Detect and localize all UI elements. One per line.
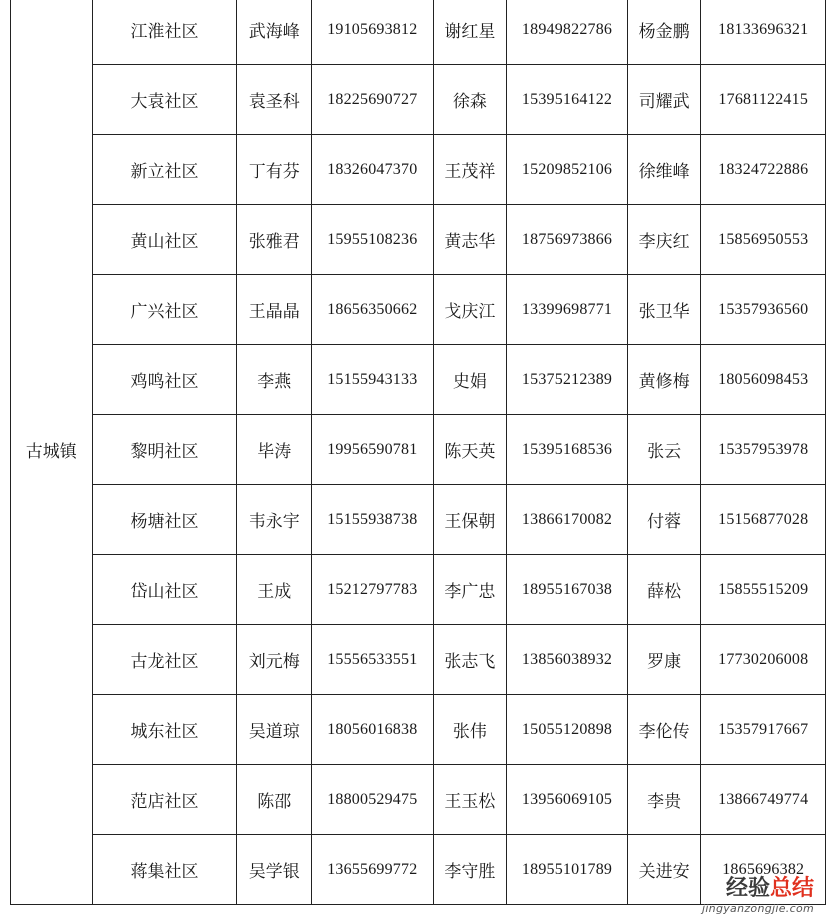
phone-3: 18056098453: [701, 345, 826, 415]
contact-name-3: 关进安: [627, 835, 701, 905]
community-name: 杨塘社区: [92, 485, 237, 555]
contact-name-1: 袁圣科: [237, 65, 312, 135]
phone-2: 18955167038: [507, 555, 628, 625]
table-row: [11, 65, 826, 135]
contact-name-2: 戈庆江: [433, 275, 507, 345]
phone-3: 15357917667: [701, 695, 826, 765]
community-name: 蒋集社区: [92, 835, 237, 905]
contact-name-2: 张伟: [433, 695, 507, 765]
table-row: [11, 0, 826, 65]
table-row: [11, 415, 826, 485]
table-body: [11, 0, 826, 905]
contact-name-2: 王茂祥: [433, 135, 507, 205]
table-row: [11, 625, 826, 695]
phone-1: 15955108236: [312, 205, 434, 275]
phone-3: 15357953978: [701, 415, 826, 485]
contact-name-3: 李庆红: [627, 205, 701, 275]
contact-name-3: 司耀武: [627, 65, 701, 135]
phone-1: 18326047370: [312, 135, 434, 205]
contact-name-1: 吴学银: [237, 835, 312, 905]
phone-3: 15357936560: [701, 275, 826, 345]
phone-3: 17681122415: [701, 65, 826, 135]
table-row: [11, 695, 826, 765]
contact-name-3: 罗康: [627, 625, 701, 695]
community-name: 大袁社区: [92, 65, 237, 135]
contact-name-1: 李燕: [237, 345, 312, 415]
community-name: 岱山社区: [92, 555, 237, 625]
contact-name-2: 徐森: [433, 65, 507, 135]
phone-3: 15856950553: [701, 205, 826, 275]
contact-name-3: 杨金鹏: [627, 0, 701, 65]
phone-1: 13655699772: [312, 835, 434, 905]
phone-2: 13866170082: [507, 485, 628, 555]
community-name: 江淮社区: [92, 0, 237, 65]
contact-name-1: 丁有芬: [237, 135, 312, 205]
phone-2: 18949822786: [507, 0, 628, 65]
contact-name-2: 黄志华: [433, 205, 507, 275]
contact-name-3: 张云: [627, 415, 701, 485]
contact-name-1: 陈邵: [237, 765, 312, 835]
phone-2: 15055120898: [507, 695, 628, 765]
phone-1: 15556533551: [312, 625, 434, 695]
community-name: 鸡鸣社区: [92, 345, 237, 415]
table-row: [11, 485, 826, 555]
table-row: [11, 275, 826, 345]
phone-2: 15209852106: [507, 135, 628, 205]
contact-name-2: 史娟: [433, 345, 507, 415]
community-name: 广兴社区: [92, 275, 237, 345]
community-name: 城东社区: [92, 695, 237, 765]
contact-name-1: 吴道琼: [237, 695, 312, 765]
contact-name-3: 张卫华: [627, 275, 701, 345]
phone-3: 15855515209: [701, 555, 826, 625]
phone-1: 18800529475: [312, 765, 434, 835]
phone-1: 19956590781: [312, 415, 434, 485]
phone-1: 19105693812: [312, 0, 434, 65]
watermark-logo: 经验总结: [725, 876, 814, 901]
table-row: [11, 555, 826, 625]
community-name: 新立社区: [92, 135, 237, 205]
contact-name-1: 王晶晶: [237, 275, 312, 345]
table-row: [11, 135, 826, 205]
phone-3: 1865696382: [701, 835, 826, 905]
table-row: [11, 765, 826, 835]
community-name: 黄山社区: [92, 205, 237, 275]
town-name: 古城镇: [11, 0, 93, 905]
phone-2: 15375212389: [507, 345, 628, 415]
contact-name-1: 王成: [237, 555, 312, 625]
phone-2: 13856038932: [507, 625, 628, 695]
contact-name-2: 陈天英: [433, 415, 507, 485]
phone-1: 18056016838: [312, 695, 434, 765]
contact-name-2: 王玉松: [433, 765, 507, 835]
phone-1: 15155943133: [312, 345, 434, 415]
phone-3: 18133696321: [701, 0, 826, 65]
community-name: 范店社区: [92, 765, 237, 835]
contact-name-2: 王保朝: [433, 485, 507, 555]
community-name: 黎明社区: [92, 415, 237, 485]
phone-2: 15395164122: [507, 65, 628, 135]
contact-name-3: 徐维峰: [627, 135, 701, 205]
phone-3: 18324722886: [701, 135, 826, 205]
contact-name-3: 李贵: [627, 765, 701, 835]
phone-1: 18656350662: [312, 275, 434, 345]
contact-name-3: 黄修梅: [627, 345, 701, 415]
phone-1: 18225690727: [312, 65, 434, 135]
contact-name-2: 李广忠: [433, 555, 507, 625]
contact-name-3: 李伦传: [627, 695, 701, 765]
phone-2: 18756973866: [507, 205, 628, 275]
phone-2: 13956069105: [507, 765, 628, 835]
contact-name-1: 武海峰: [237, 0, 312, 65]
watermark-url: jingyanzongjie.com: [701, 902, 814, 915]
phone-2: 15395168536: [507, 415, 628, 485]
phone-1: 15155938738: [312, 485, 434, 555]
phone-3: 15156877028: [701, 485, 826, 555]
contact-name-2: 张志飞: [433, 625, 507, 695]
contact-name-1: 韦永宇: [237, 485, 312, 555]
table-row: [11, 205, 826, 275]
phone-1: 15212797783: [312, 555, 434, 625]
contact-name-2: 李守胜: [433, 835, 507, 905]
phone-2: 13399698771: [507, 275, 628, 345]
contact-name-1: 刘元梅: [237, 625, 312, 695]
contact-name-1: 张雅君: [237, 205, 312, 275]
phone-2: 18955101789: [507, 835, 628, 905]
table-row: [11, 835, 826, 905]
table-row: [11, 345, 826, 415]
contact-name-3: 付蓉: [627, 485, 701, 555]
contact-name-3: 薛松: [627, 555, 701, 625]
phone-3: 13866749774: [701, 765, 826, 835]
contact-table: [10, 0, 826, 905]
contact-name-1: 毕涛: [237, 415, 312, 485]
contact-name-2: 谢红星: [433, 0, 507, 65]
phone-3: 17730206008: [701, 625, 826, 695]
community-name: 古龙社区: [92, 625, 237, 695]
